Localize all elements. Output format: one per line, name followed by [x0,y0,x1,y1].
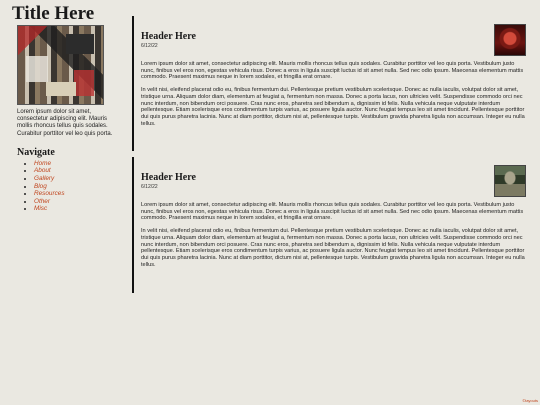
nav-link-resources[interactable]: Resources [34,190,65,198]
blog-post [141,31,529,127]
nav-item-home [34,160,125,168]
sidebar [17,25,125,213]
blog-post [141,172,529,268]
nav-item-blog [34,183,125,191]
post-date: 6/12/22 [141,43,158,49]
post-title: Header Here [141,31,196,42]
post-divider [132,157,134,293]
nav-item-resources [34,190,125,198]
footer-credit[interactable]: ©layouts [522,398,538,403]
post-date: 6/12/22 [141,184,158,190]
nav-item-misc [34,205,125,213]
nav-link-gallery[interactable]: Gallery [34,175,55,182]
post-title: Header Here [141,172,196,183]
nav-link-blog[interactable]: Blog [34,182,47,190]
nav-item-about [34,167,125,175]
post-divider [132,16,134,151]
nav-item-other [34,198,125,206]
nav-link-other[interactable]: Other [34,197,50,205]
post-paragraph: Lorem ipsum dolor sit amet, consectetur adipiscing elit. Mauris mollis rhoncus tellus quis sodales. Curabitur porttitor vel leo quis porta. Vestibulum justo nunc, finibus vel eros non, egestas vehicula risus. Donec a eros in ligula suscipit luctus id sit amet nulla. Sed nec odio ipsum. Maecenas elementum mattis commodo. Praesent maximus neque in lorem sodales, et fringilla erat ornare. [141,61,524,81]
post-thumbnail-image [494,24,526,56]
nav-link-about[interactable]: About [34,167,51,175]
sidebar-collage-image [17,25,104,105]
nav-list [17,160,125,213]
nav-link-misc[interactable]: Misc [34,205,48,213]
nav-heading: Navigate [17,146,55,158]
post-paragraph: In velit nisi, eleifend placerat odio eu, finibus fermentum dui. Pellentesque pretium vestibulum scelerisque. Donec ac nulla iaculis, volutpat dolor sit amet, tristique urna. Aliquam dolor diam, elementum at feugiat a, fermentum non massa. Donec a porta lacus, non ultricies velit. Suspendisse commodo orci nec nunc interdum, non bibendum orci posuere. Cras nunc eros, pharetra sed bibendum a, dignissim id felis. Nulla vehicula neque vulputate interdum pellentesque. Etiam scelerisque eros condimentum turpis varius, ac posuere ligula auctor. Nunc feugiat tempus leo sit amet tincidunt. Pellentesque porttitor dui quis purus pharetra lacinia. Nunc at diam porttitor, dictum nisi at, pellentesque turpis. Vestibulum gravida pharetra ligula non accumsan. Integer eu nulla tellus. [141,87,525,127]
post-thumbnail-image [494,165,526,197]
site-title: Title Here [12,3,95,24]
nav-link-home[interactable]: Home [34,159,52,167]
post-paragraph: In velit nisi, eleifend placerat odio eu, finibus fermentum dui. Pellentesque pretium vestibulum scelerisque. Donec ac nulla iaculis, volutpat dolor sit amet, tristique urna. Aliquam dolor diam, elementum at feugiat a, fermentum non massa. Donec a porta lacus, non ultricies velit. Suspendisse commodo orci nec nunc interdum, non bibendum orci posuere. Cras nunc eros, pharetra sed bibendum a, dignissim id felis. Nulla vehicula neque vulputate interdum pellentesque. Etiam scelerisque eros condimentum turpis varius, ac posuere ligula auctor. Nunc feugiat tempus leo sit amet tincidunt. Pellentesque porttitor dui quis purus pharetra lacinia. Nunc at diam porttitor, dictum nisi at, pellentesque turpis. Vestibulum gravida pharetra ligula non accumsan. Integer eu nulla tellus. [141,228,525,268]
post-paragraph: Lorem ipsum dolor sit amet, consectetur adipiscing elit. Mauris mollis rhoncus tellus quis sodales. Curabitur porttitor vel leo quis porta. Vestibulum justo nunc, finibus vel eros non, egestas vehicula risus. Donec a eros in ligula suscipit luctus id sit amet nulla. Sed nec odio ipsum. Maecenas elementum mattis commodo. Praesent maximus neque in lorem sodales, et fringilla erat ornare. [141,202,524,222]
nav-item-gallery [34,175,125,183]
sidebar-intro-text: Lorem ipsum dolor sit amet, consectetur adipiscing elit. Mauris mollis rhoncus tellus quis sodales. Curabitur porttitor vel leo quis porta. [17,109,113,137]
